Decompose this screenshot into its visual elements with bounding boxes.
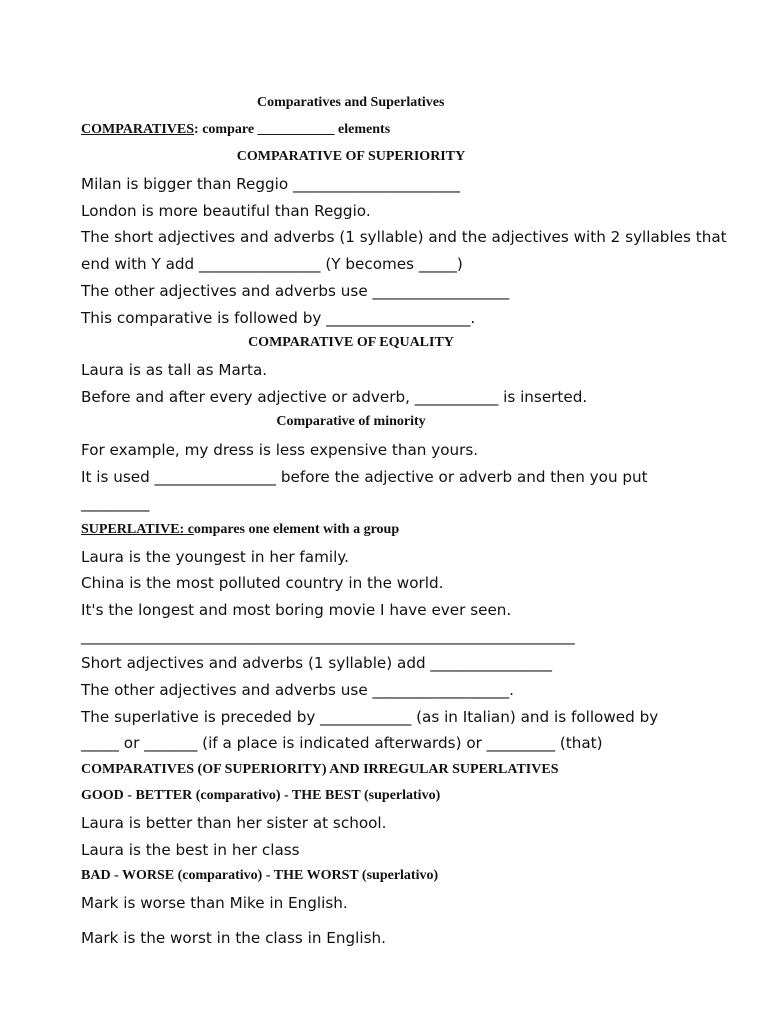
irregular-heading: COMPARATIVES (OF SUPERIORITY) AND IRREGULAR SUPERLATIVES xyxy=(81,762,559,777)
minority-line: For example, my dress is less expensive than yours. xyxy=(81,441,479,459)
superlative-line: The superlative is preceded by ____________ (as in Italian) and is followed by xyxy=(81,708,659,726)
document-title: Comparatives and Superlatives xyxy=(257,95,445,110)
equality-heading: COMPARATIVE OF EQUALITY xyxy=(248,335,454,350)
superlative-line: China is the most polluted country in the world. xyxy=(81,574,444,592)
superiority-line: The other adjectives and adverbs use __________________ xyxy=(81,282,510,300)
superiority-line: Milan is bigger than Reggio ______________________ xyxy=(81,175,461,193)
minority-line: _________ xyxy=(81,494,150,512)
minority-heading: Comparative of minority xyxy=(276,414,426,429)
equality-line: Before and after every adjective or adverb, ___________ is inserted. xyxy=(81,388,588,406)
superlative-line: _________________________________________________________________ xyxy=(81,627,575,645)
superlative-line: _____ or _______ (if a place is indicated afterwards) or _________ (that) xyxy=(81,734,603,752)
equality-line: Laura is as tall as Marta. xyxy=(81,361,268,379)
good-example-line: Laura is the best in her class xyxy=(81,841,300,859)
bad-heading: BAD - WORSE (comparativo) - THE WORST (superlativo) xyxy=(81,868,439,883)
comparatives-label: COMPARATIVES xyxy=(81,122,195,137)
superlative-heading xyxy=(81,521,399,539)
bad-example-line: Mark is the worst in the class in English. xyxy=(81,929,386,947)
comparatives-definition: : compare ___________ elements xyxy=(194,122,391,137)
superlative-definition: ompares one element with a group xyxy=(193,522,400,537)
minority-line: It is used ________________ before the adjective or adverb and then you put xyxy=(81,468,648,486)
superlative-line: The other adjectives and adverbs use __________________. xyxy=(81,681,514,699)
superiority-line: end with Y add ________________ (Y becomes _____) xyxy=(81,255,463,273)
superiority-line: The short adjectives and adverbs (1 syllable) and the adjectives with 2 syllables that xyxy=(81,228,727,246)
bad-example-line: Mark is worse than Mike in English. xyxy=(81,894,348,912)
superlative-line: It's the longest and most boring movie I have ever seen. xyxy=(81,601,512,619)
superiority-heading: COMPARATIVE OF SUPERIORITY xyxy=(236,149,466,164)
superlative-label: SUPERLATIVE: c xyxy=(81,522,194,537)
good-heading: GOOD - BETTER (comparativo) - THE BEST (superlativo) xyxy=(81,788,441,803)
superlative-line: Laura is the youngest in her family. xyxy=(81,548,349,566)
comparatives-heading xyxy=(81,121,390,139)
superiority-line: London is more beautiful than Reggio. xyxy=(81,202,371,220)
superlative-line: Short adjectives and adverbs (1 syllable) add ________________ xyxy=(81,654,552,672)
good-example-line: Laura is better than her sister at school. xyxy=(81,814,387,832)
superiority-line: This comparative is followed by ___________________. xyxy=(81,309,476,327)
